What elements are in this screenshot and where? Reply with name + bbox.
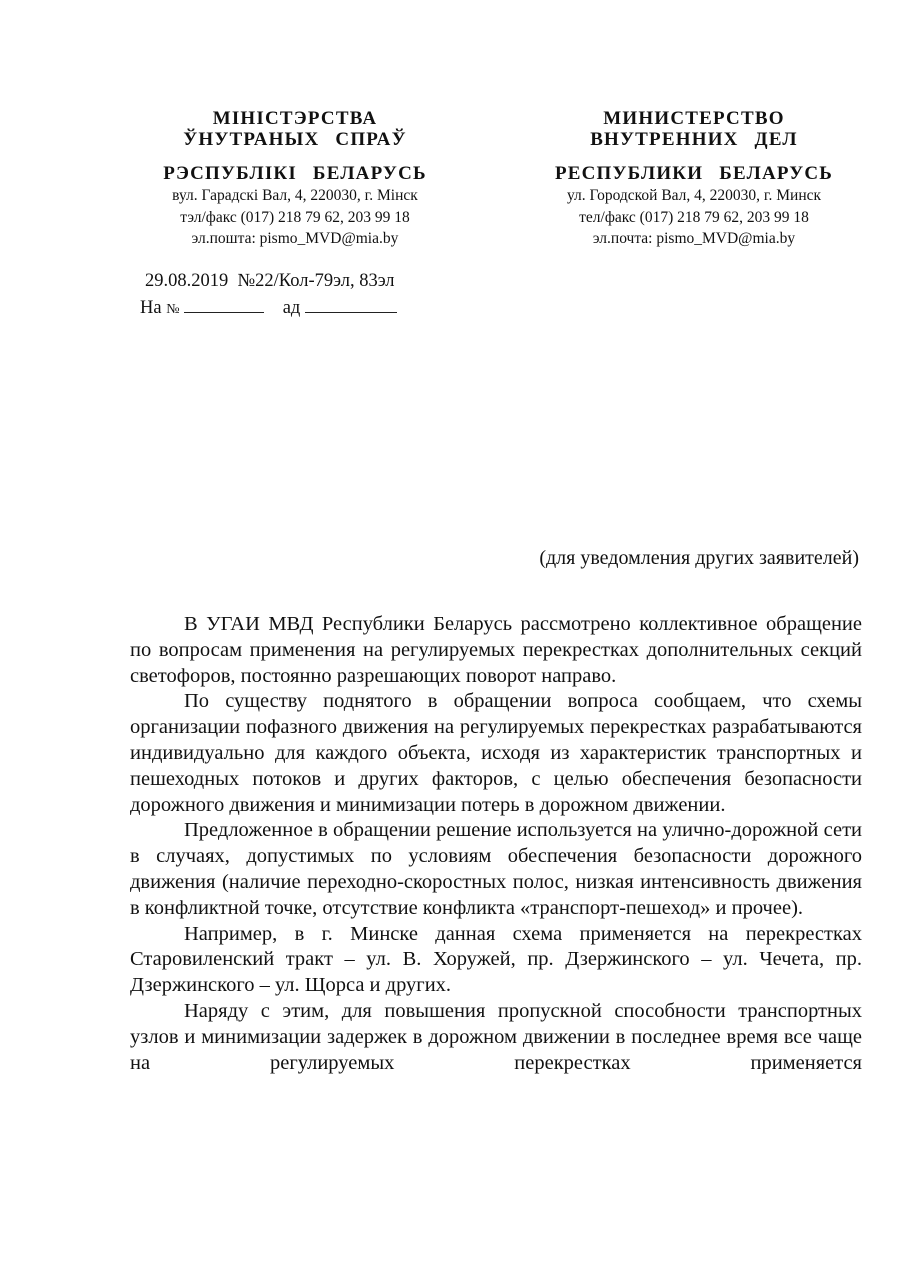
ministry-line-1-ru: МИНИСТЕРСТВО xyxy=(603,108,785,129)
ministry-name-be xyxy=(120,108,470,150)
registration-number: №22/Кол-79эл, 83эл xyxy=(237,271,395,291)
paragraph: По существу поднятого в обращении вопроса сообщаем, что схемы организации пофазного движения на регулируемых перекрестках разрабатываются индивидуально для каждого объекта, исходя из характеристик транспортных и пешеходных потоков и других факторов, с целью обеспечения безопасности дорожного движения и минимизации потерь в дорожном движении. xyxy=(130,690,862,816)
letterhead-belarusian xyxy=(120,108,470,250)
email-ru: эл.почта: pismo_MVD@mia.by xyxy=(592,230,796,247)
letterhead-russian xyxy=(505,108,883,250)
paragraph: Предложенное в обращении решение используется на улично-дорожной сети в случаях, допустимых по условиям обеспечения безопасности дорожного движения (наличие переходно-скоростных полос, низкая интенсивность движения в конфликтной точке, отсутствие конфликта «транспорт-пешеход» и прочее). xyxy=(130,819,862,919)
paragraph: Например, в г. Минске данная схема применяется на перекрестках Старовиленский тракт – ул. В. Хоружей, пр. Дзержинского – ул. Чечета, пр. Дзержинского – ул. Щорса и других. xyxy=(130,922,862,997)
email-be: эл.пошта: pismo_MVD@mia.by xyxy=(191,230,399,247)
ministry-line-2-ru: ВНУТРЕННИХ ДЕЛ xyxy=(590,129,798,150)
phone-ru: тел/факс (017) 218 79 62, 203 99 18 xyxy=(579,208,809,226)
republic-name-ru: РЕСПУБЛИКИ БЕЛАРУСЬ xyxy=(554,163,834,184)
ministry-line-1-be: МІНІСТЭРСТВА xyxy=(212,108,378,129)
reference-number-blank xyxy=(184,298,264,313)
republic-name-be: РЭСПУБЛІКІ БЕЛАРУСЬ xyxy=(163,163,427,184)
paragraph: В УГАИ МВД Республики Беларусь рассмотрено коллективное обращение по вопросам применения на регулируемых перекрестках дополнительных секций светофоров, постоянно разрешающих поворот направо. xyxy=(130,613,862,687)
address-ru: ул. Городской Вал, 4, 220030, г. Минск xyxy=(566,187,822,204)
reference-from-label: ад xyxy=(282,298,301,318)
address-be: вул. Гарадскі Вал, 4, 220030, г. Мінск xyxy=(172,187,418,204)
number-sign: № xyxy=(166,302,180,317)
ministry-line-2-be: ЎНУТРАНЫХ СПРАЎ xyxy=(183,129,407,150)
registration-date: 29.08.2019 xyxy=(145,271,229,291)
reference-date-blank xyxy=(305,298,397,313)
ministry-name-ru xyxy=(505,108,883,150)
letter-body xyxy=(130,612,862,1076)
addressee: (для уведомления других заявителей) xyxy=(539,547,859,569)
reference-line xyxy=(140,297,397,321)
phone-be: тэл/факс (017) 218 79 62, 203 99 18 xyxy=(180,208,410,226)
paragraph: Наряду с этим, для повышения пропускной способности транспортных узлов и минимизации задержек в дорожном движении в последнее время все чаще на регулируемых перекрестках применяется xyxy=(130,999,862,1074)
reference-prefix: На xyxy=(140,298,162,318)
registration-line xyxy=(145,270,395,292)
